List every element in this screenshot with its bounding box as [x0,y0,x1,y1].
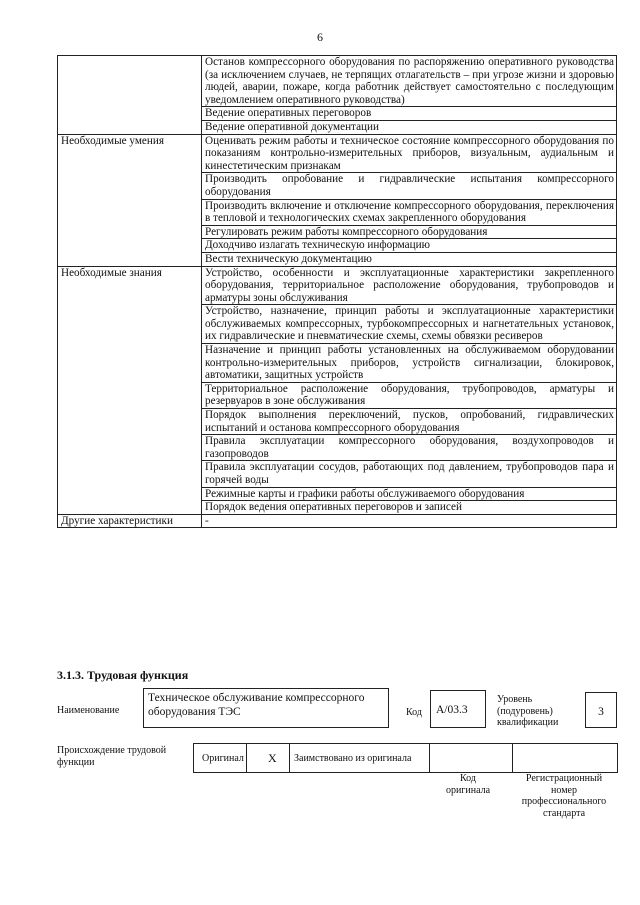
code-label: Код [406,707,422,718]
competency-table [57,55,617,528]
code-value-box [430,690,486,728]
row-item: Территориальное расположение оборудования, трубопроводов, арматуры и резервуаров в зоне обслуживания [202,382,617,408]
row-item: Устройство, особенности и эксплуатационные характеристики закрепленного оборудования, территориальное расположение оборудования, трубопроводов и арматуры зоны обслуживания [202,266,617,305]
row-item: Порядок ведения оперативных переговоров и записей [202,501,617,515]
row-label: Необходимые умения [58,134,202,266]
level-label: Уровень (подуровень) квалификации [497,694,559,728]
name-label: Наименование [57,705,120,716]
original-mark: X [268,751,277,765]
row-item: Устройство, назначение, принцип работы и эксплуатационные характеристики обслуживаемых компрессорных, турбокомпрессорных и нагнетательных установок, их гидравлические и пневматические схемы, схемы обвязки ресиверов [202,305,617,344]
borrowed-label: Заимствовано из оригинала [294,753,412,764]
row-item: Оценивать режим работы и техническое состояние компрессорного оборудования по показаниям контрольно-измерительных приборов, визуальным, аудиальным и кинестетическим признакам [202,134,617,173]
row-item: Ведение оперативных переговоров [202,107,617,121]
name-value: Техническое обслуживание компрессорного оборудования ТЭС [148,692,365,718]
name-value-box [143,688,389,728]
row-label: Другие характеристики [58,514,202,528]
row-item: Ведение оперативной документации [202,120,617,134]
code-original-label: Код оригинала [445,773,491,796]
row-item: - [202,514,617,528]
row-item: Производить включение и отключение компрессорного оборудования, переключения в тепловой и технологических схемах закрепленного оборудования [202,199,617,225]
row-label: Необходимые знания [58,266,202,514]
row-item: Доходчиво излагать техническую информацию [202,239,617,253]
table-row [58,56,617,107]
row-item: Вести техническую документацию [202,252,617,266]
row-item: Назначение и принцип работы установленных на обслуживаемом оборудовании контрольно-измерительных приборов, устройств сигнализации, блокировок, автоматики, защитных устройств [202,344,617,383]
original-label: Оригинал [202,753,244,764]
table-row [58,514,617,528]
page-number: 6 [317,30,323,44]
table-row [58,266,617,305]
row-item: Порядок выполнения переключений, пусков, опробований, гидравлических испытаний и останова компрессорного оборудования [202,409,617,435]
row-label [58,56,202,135]
row-item: Правила эксплуатации компрессорного оборудования, воздухопроводов и газопроводов [202,435,617,461]
level-value: 3 [598,706,604,718]
row-item: Режимные карты и графики работы обслуживаемого оборудования [202,487,617,501]
row-item: Останов компрессорного оборудования по распоряжению оперативного руководства (за исключением случаев, не терпящих отлагательств – при угрозе жизни и здоровью людей, аварии, пожаре, когда работник действует самостоятельно с последующим уведомлением оперативного руководства) [202,56,617,107]
table-row [58,134,617,173]
origin-label: Происхождение трудовой функции [57,745,167,768]
reg-number-label: Регистрационный номер профессионального стандарта [521,773,607,819]
level-value-box [585,692,617,728]
origin-box [193,743,618,773]
row-item: Регулировать режим работы компрессорного оборудования [202,225,617,239]
section-title: 3.1.3. Трудовая функция [57,668,189,682]
code-value: А/03.3 [436,704,468,716]
row-item: Производить опробование и гидравлические испытания компрессорного оборудования [202,173,617,199]
row-item: Правила эксплуатации сосудов, работающих под давлением, трубопроводов пара и горячей воды [202,461,617,487]
